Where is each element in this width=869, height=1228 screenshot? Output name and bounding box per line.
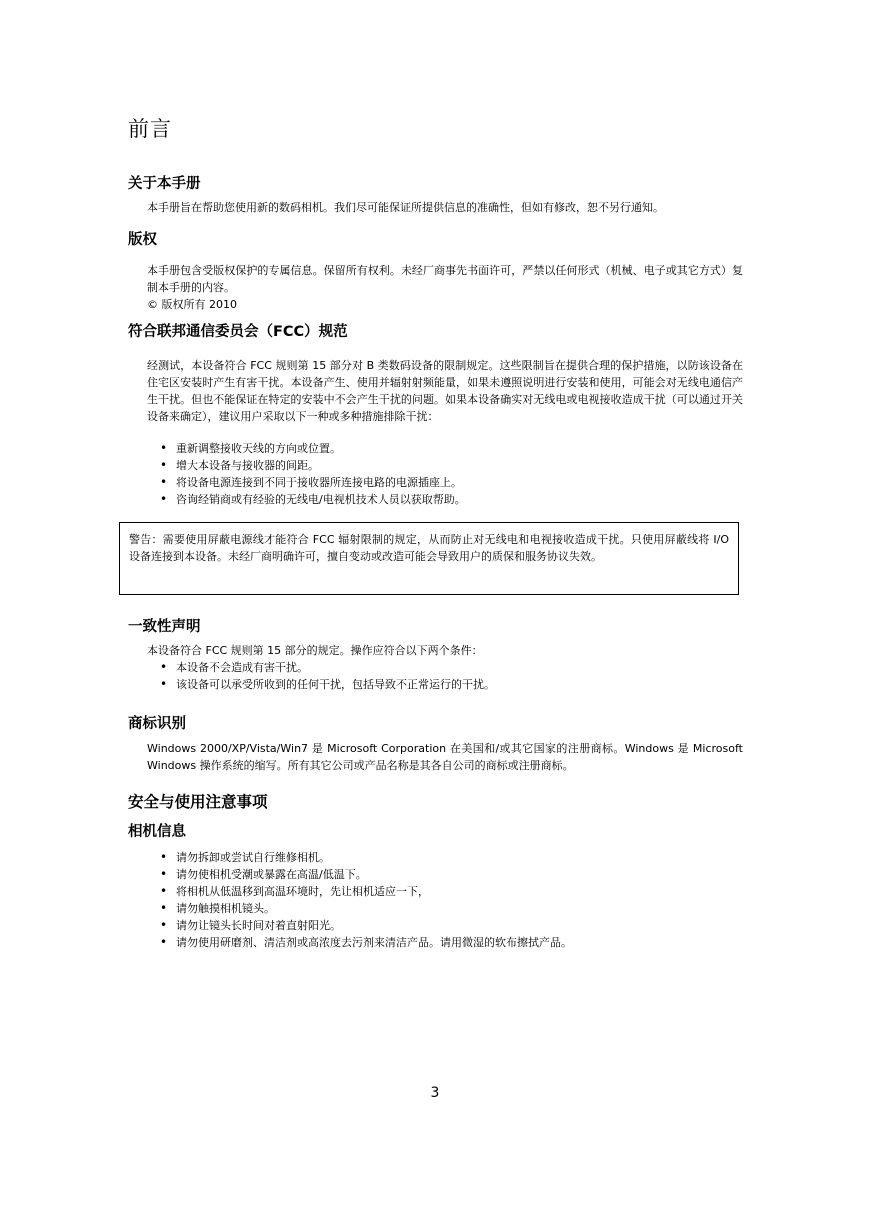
fcc-heading: 符合联邦通信委员会（FCC）规范 <box>128 324 348 340</box>
list-item: • 请勿使用研磨剂、清洁剂或高浓度去污剂来清洁产品。请用微湿的软布擦拭产品。 <box>160 934 740 951</box>
page-title: 前言 <box>128 117 172 141</box>
safety-heading: 安全与使用注意事项 <box>128 793 268 811</box>
list-item: • 重新调整接收天线的方向或位置。 <box>160 440 740 457</box>
page-number: 3 <box>430 1085 440 1101</box>
conformity-conditions-list <box>160 659 740 693</box>
list-item: • 请勿让镜头长时间对着直射阳光。 <box>160 917 740 934</box>
list-item: • 请勿触摸相机镜头。 <box>160 900 740 917</box>
fcc-warning-box: 警告：需要使用屏蔽电源线才能符合 FCC 辐射限制的规定，从而防止对无线电和电视接收造成干扰。只使用屏蔽线将 I/O 设备连接到本设备。未经厂商明确许可，擅自变动或改造可能会导致用户的质保和服务协议失效。 <box>119 522 739 595</box>
trademark-text: Windows 2000/XP/Vista/Win7 是 Microsoft Corporation 在美国和/或其它国家的注册商标。Windows 是 Microsoft Windows 操作系统的缩写。所有其它公司或产品名称是其各自公司的商标或注册商标。 <box>147 742 743 772</box>
camera-safety-list <box>160 849 740 951</box>
list-item: • 本设备不会造成有害干扰。 <box>160 659 740 676</box>
list-item: • 请勿使相机受潮或暴露在高温/低温下。 <box>160 866 740 883</box>
copyright-notice: © 版权所有 2010 <box>147 298 237 311</box>
about-heading: 关于本手册 <box>128 176 201 192</box>
about-text: 本手册旨在帮助您使用新的数码相机。我们尽可能保证所提供信息的准确性，但如有修改，恕不另行通知。 <box>147 201 664 214</box>
copyright-heading: 版权 <box>128 232 157 248</box>
trademark-heading: 商标识别 <box>128 716 186 732</box>
copyright-text: 本手册包含受版权保护的专属信息。保留所有权利。未经厂商事先书面许可，严禁以任何形式（机械、电子或其它方式）复制本手册的内容。 <box>147 264 743 294</box>
fcc-text: 经测试，本设备符合 FCC 规则第 15 部分对 B 类数码设备的限制规定。这些限制旨在提供合理的保护措施，以防该设备在住宅区安装时产生有害干扰。本设备产生、使用并辐射射频能量，如果未遵照说明进行安装和使用，可能会对无线电通信产生干扰。但也不能保证在特定的安装中不会产生干扰的问题。如果本设备确实对无线电或电视接收造成干扰（可以通过开关设备来确定），建议用户采取以下一种或多种措施排除干扰： <box>147 359 743 423</box>
conformity-heading: 一致性声明 <box>128 619 201 635</box>
list-item: • 将设备电源连接到不同于接收器所连接电路的电源插座上。 <box>160 474 740 491</box>
list-item: • 将相机从低温移到高温环境时，先让相机适应一下， <box>160 883 740 900</box>
list-item: • 该设备可以承受所收到的任何干扰，包括导致不正常运行的干扰。 <box>160 676 740 693</box>
camera-info-subheading: 相机信息 <box>128 824 186 840</box>
conformity-text: 本设备符合 FCC 规则第 15 部分的规定。操作应符合以下两个条件： <box>147 644 483 657</box>
list-item: • 请勿拆卸或尝试自行维修相机。 <box>160 849 740 866</box>
list-item: • 增大本设备与接收器的间距。 <box>160 457 740 474</box>
fcc-measures-list <box>160 440 740 508</box>
list-item: • 咨询经销商或有经验的无线电/电视机技术人员以获取帮助。 <box>160 491 740 508</box>
